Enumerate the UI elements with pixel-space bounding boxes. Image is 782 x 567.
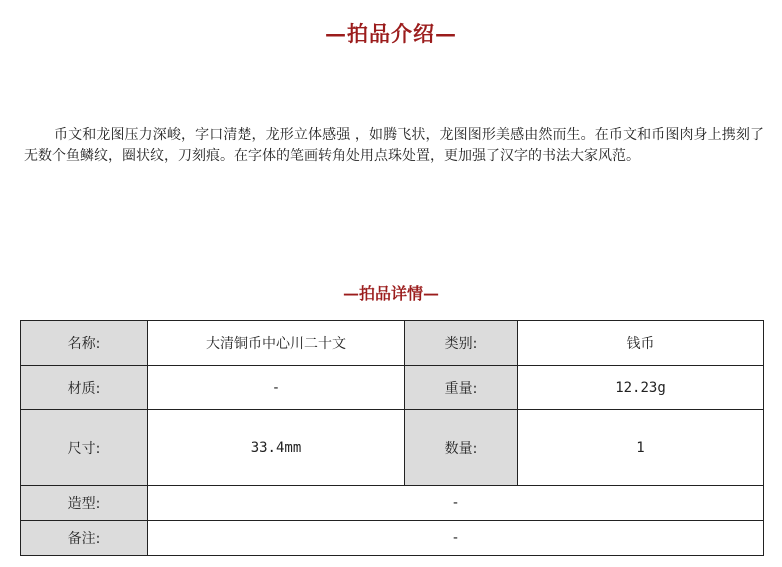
category-value: 钱币 [518, 321, 764, 366]
table-row [21, 521, 764, 556]
notes-label: 备注: [21, 521, 148, 556]
weight-label: 重量: [405, 366, 518, 410]
table-row [21, 366, 764, 410]
intro-paragraph: 币文和龙图压力深峻，字口清楚，龙形立体感强 ，如腾飞状，龙图图形美感由然而生。在币文和币图肉身上携刻了无数个鱼鳞纹，圈状纹，刀刻痕。在字体的笔画转角处用点珠处置，更加强了汉字的书法大家风范。 [24, 127, 764, 164]
quantity-value: 1 [518, 410, 764, 486]
shape-label: 造型: [21, 486, 148, 521]
details-section-title: —拍品详情— [342, 284, 439, 303]
table-row [21, 410, 764, 486]
material-value: - [148, 366, 405, 410]
intro-section-title: —拍品介绍— [325, 21, 457, 46]
details-table [20, 320, 764, 556]
shape-value: - [148, 486, 764, 521]
table-row [21, 321, 764, 366]
quantity-label: 数量: [405, 410, 518, 486]
name-value: 大清铜币中心川二十文 [148, 321, 405, 366]
weight-value: 12.23g [518, 366, 764, 410]
size-label: 尺寸: [21, 410, 148, 486]
notes-value: - [148, 521, 764, 556]
table-row [21, 486, 764, 521]
size-value: 33.4mm [148, 410, 405, 486]
category-label: 类别: [405, 321, 518, 366]
material-label: 材质: [21, 366, 148, 410]
name-label: 名称: [21, 321, 148, 366]
